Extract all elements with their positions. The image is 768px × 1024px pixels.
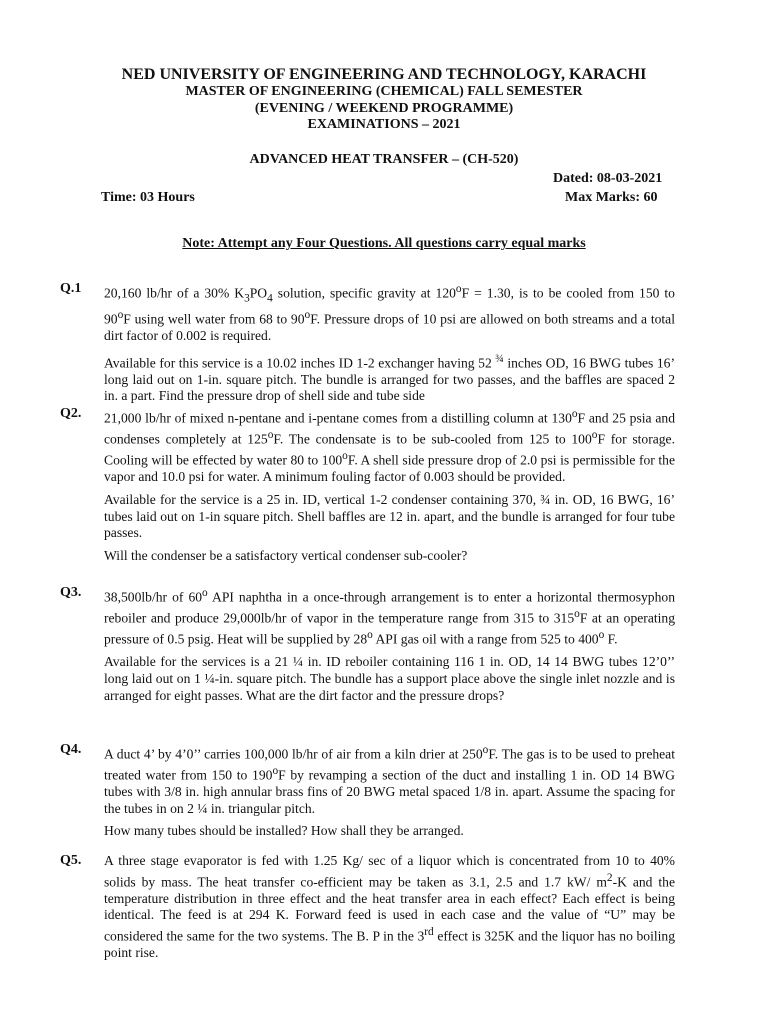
question-paragraph: 21,000 lb/hr of mixed n-pentane and i-pentane comes from a distilling column at 130$^o$F and 25 psia and condenses completely at 125$^o$F. The condensate is to be sub-cooled from 125 to 100$^o$F for storage. Cooling will be effected by water 80 to 100$^o$F. A shell side pressure drop of 2.0 psi is permissible for the vapor and 10.0 psi for water. A minimum fouling factor of 0.003 should be provided. bbox=[104, 408, 675, 485]
exam-duration: Time: 03 Hours bbox=[101, 190, 195, 205]
question-paragraph: Available for the services is a 21 ¼ in. ID reboiler containing 116 1 in. OD, 14 14 BWG tubes 12’0’’ long laid out on 1 ¼-in. square pitch. The bundle has a support place above the single inlet nozzle and is arranged for eight passes. What are the dirt factor and the pressure drops? bbox=[104, 654, 675, 703]
question-number: Q5. bbox=[60, 853, 82, 868]
question-number: Q.1 bbox=[60, 281, 82, 296]
question-paragraph: 38,500lb/hr of 60$^o$ API naphtha in a once-through arrangement is to enter a horizontal thermosyphon reboiler and produce 29,000lb/hr of vapor in the temperature range from 315 to 315$^o$F at an operating pressure of 0.5 psig. Heat will be supplied by 28$^o$ API gas oil with a range from 525 to 400$^o$ F. bbox=[104, 587, 675, 647]
question-paragraph: How many tubes should be installed? How shall they be arranged. bbox=[104, 823, 464, 839]
question-paragraph: Available for this service is a 10.02 inches ID 1-2 exchanger having 52 $^{\frac{3}{4}}$ inches OD, 16 BWG tubes 16’ long laid out on 1-in. square pitch. The bundle is arranged for two passes, and the baffles are spaced 2 in. a part. Find the pressure drop of shell side and tube side bbox=[104, 352, 675, 404]
course-title: ADVANCED HEAT TRANSFER – (CH-520) bbox=[249, 152, 519, 167]
question-body bbox=[104, 406, 675, 570]
question-body bbox=[104, 853, 675, 968]
question-body bbox=[104, 742, 675, 846]
exam-title: EXAMINATIONS – 2021 bbox=[307, 117, 461, 132]
question-paragraph: A three stage evaporator is fed with 1.25 Kg/ sec of a liquor which is concentrated from 10 to 40% solids by mass. The heat transfer co-efficient may be taken as 3.1, 2.5 and 1.7 kW/ $m^2-K$ and the temperature distribution in three effect and the heat transfer area in each effect? Each effect is being identical. The feed is at 294 K. Forward feed is used in each case and the value of “U” may be considered the same for the two systems. The B. P in the 3rd effect is 325K and the liquor has no boiling point rise. bbox=[104, 853, 675, 961]
question-number: Q4. bbox=[60, 742, 82, 757]
question-paragraph: 20,160 lb/hr of a 30% $K_3PO_4$ solution, specific gravity at $120^oF = 1.30$, is to be cooled from 150 to 90$^o$F using well water from 68 to 90$^o$F. Pressure drops of 10 psi are allowed on both streams and a total dirt factor of 0.002 is required. bbox=[104, 283, 675, 343]
exam-note: Note: Attempt any Four Questions. All questions carry equal marks bbox=[182, 236, 586, 251]
question-number: Q2. bbox=[60, 406, 82, 421]
university-title: NED UNIVERSITY OF ENGINEERING AND TECHNOLOGY, KARACHI bbox=[121, 66, 647, 83]
question-paragraph: Available for the service is a 25 in. ID, vertical 1-2 condenser containing 370, ¾ in. OD, 16 BWG, 16’ tubes laid out on 1-in square pitch. Shell baffles are 12 in. apart, and the bundle is arranged for four tube passes. bbox=[104, 491, 675, 541]
degree-title: MASTER OF ENGINEERING (CHEMICAL) FALL SEMESTER bbox=[185, 84, 583, 99]
question-paragraph: Will the condenser be a satisfactory vertical condenser sub-cooler? bbox=[104, 547, 468, 563]
question-body bbox=[104, 585, 675, 710]
question-number: Q3. bbox=[60, 585, 82, 600]
exam-date: Dated: 08-03-2021 bbox=[553, 171, 663, 186]
programme-title: (EVENING / WEEKEND PROGRAMME) bbox=[254, 101, 514, 116]
max-marks: Max Marks: 60 bbox=[565, 190, 658, 205]
question-body bbox=[104, 281, 675, 411]
question-paragraph: A duct 4’ by 4’0’’ carries 100,000 lb/hr of air from a kiln drier at 250$^o$F. The gas is to be used to preheat treated water from 150 to 190$^o$F by revamping a section of the duct and installing 1 in. OD 14 BWG tubes with 3/8 in. high annular brass fins of 20 BWG metal spaced 1/8 in. apart. Assume the spacing for the tubes in on 2 ¼ in. triangular pitch. bbox=[104, 744, 676, 816]
